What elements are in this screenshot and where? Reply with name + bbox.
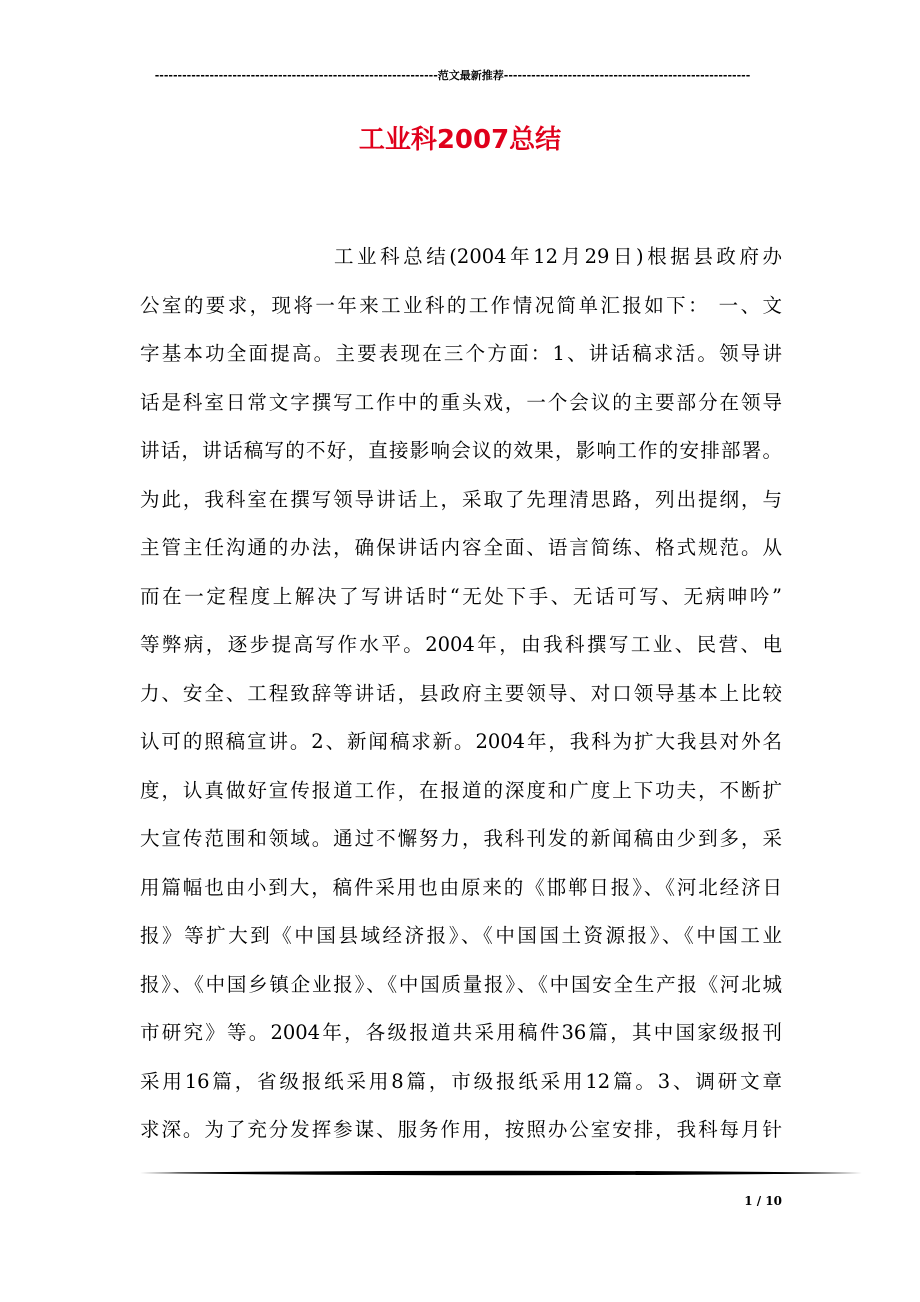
body-line: 力、安全、工程致辞等讲话，县政府主要领导、对口领导基本上比较 <box>140 681 782 705</box>
body-line: 等弊病，逐步提高写作水平。2004年，由我科撰写工业、民营、电 <box>140 633 782 656</box>
body-line: 求深。为了充分发挥参谋、服务作用，按照办公室安排，我科每月针 <box>140 1118 782 1141</box>
body-line: 大宣传范围和领域。通过不懈努力，我科刊发的新闻稿由少到多，采 <box>140 827 782 850</box>
body-line: 报》等扩大到《中国县域经济报》、《中国国土资源报》、《中国工业 <box>140 924 782 947</box>
document-body <box>140 238 782 1160</box>
body-line: 工业科总结(2004年12月29日)根据县政府办 <box>334 245 782 268</box>
body-line: 讲话，讲话稿写的不好，直接影响会议的效果，影响工作的安排部署。 <box>140 439 782 462</box>
body-line: 采用16篇，省级报纸采用8篇，市级报纸采用12篇。3、调研文章 <box>140 1069 782 1093</box>
body-line: 主管主任沟通的办法，确保讲话内容全面、语言简练、格式规范。从 <box>140 536 782 559</box>
page-header: --------------------------------------------------------------范文最新推荐------------------------------------------------------ <box>154 69 751 82</box>
body-line: 市研究》等。2004年，各级报道共采用稿件36篇，其中国家级报刊 <box>140 1021 782 1044</box>
body-line: 认可的照稿宣讲。2、新闻稿求新。2004年，我科为扩大我县对外名 <box>140 730 782 753</box>
page-number: 1 / 10 <box>744 1194 782 1208</box>
body-line: 话是科室日常文字撰写工作中的重头戏，一个会议的主要部分在领导 <box>140 390 782 414</box>
body-line: 报》、《中国乡镇企业报》、《中国质量报》、《中国安全生产报《河北城 <box>140 972 782 996</box>
body-line: 字基本功全面提高。主要表现在三个方面：1、讲话稿求活。领导讲 <box>140 342 782 365</box>
body-line: 公室的要求，现将一年来工业科的工作情况简单汇报如下： 一、文 <box>140 293 782 317</box>
document-title: 工业科2007总结 <box>358 125 562 155</box>
body-line: 而在一定程度上解决了写讲话时“无处下手、无话可写、无病呻吟” <box>140 584 782 608</box>
body-line: 度，认真做好宣传报道工作，在报道的深度和广度上下功夫，不断扩 <box>140 778 782 802</box>
body-line: 用篇幅也由小到大，稿件采用也由原来的《邯郸日报》、《河北经济日 <box>140 875 782 899</box>
body-line: 为此，我科室在撰写领导讲话上，采取了先理清思路，列出提纲，与 <box>140 487 782 511</box>
footer-rule <box>140 1170 862 1176</box>
